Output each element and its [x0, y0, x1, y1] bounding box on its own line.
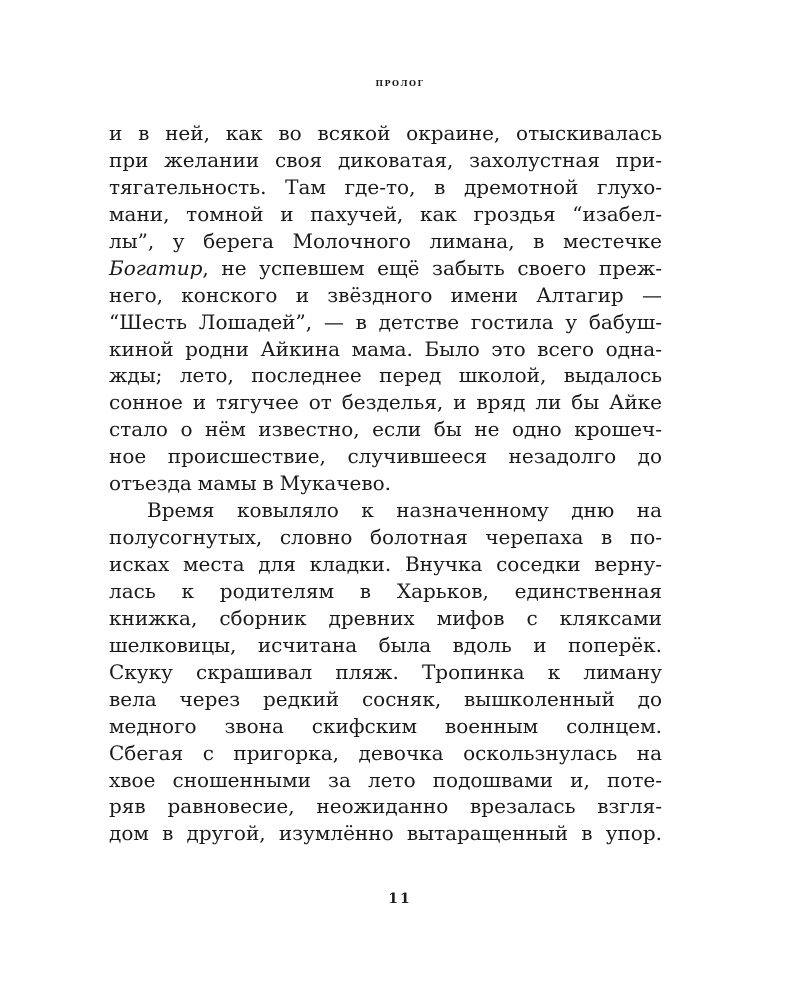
text-line: шелковицы, исчитана была вдоль и поперёк.: [109, 632, 662, 657]
text-line: стало о нём известно, если бы не одно крошеч-: [109, 417, 662, 442]
text-line: медного звона скифским военным солнцем.: [109, 713, 662, 738]
line-suffix: , не успевшем ещё забыть своего преж-: [202, 255, 662, 280]
text-line: дом в другой, изумлённо вытаращенный в упор.: [109, 821, 662, 846]
text-line: Скуку скрашивал пляж. Тропинка к лиману: [109, 659, 662, 684]
text-line: ное происшествие, случившееся незадолго до: [109, 444, 662, 469]
text-line: сонное и тягучее от безделья, и вряд ли бы Айке: [109, 390, 662, 415]
text-line: хвое сношенными за лето подошвами и, потe-: [109, 767, 662, 792]
text-line: жды; лето, последнее перед школой, выдалось: [109, 363, 662, 388]
text-line: исках места для кладки. Внучка соседки верну-: [109, 552, 662, 576]
text-line: отъезда мамы в Мукачево.: [109, 471, 391, 496]
text-line: тягательность. Там где-то, в дремотной глухо-: [109, 174, 662, 199]
text-line: вела через редкий сосняк, вышколенный до: [109, 686, 662, 711]
text-line: при желании своя диковатая, захолустная при-: [109, 147, 662, 172]
text-line: мани, томной и пахучей, как гроздья “изабел-: [109, 201, 662, 226]
text-line: [109, 255, 662, 282]
text-line: “Шесть Лошадей”, — в детстве гостила у бабуш-: [109, 309, 662, 334]
text-line: него, конского и звёздного имени Алтагир —: [109, 282, 662, 307]
body-text: [109, 120, 662, 847]
text-line: киной родни Айкина мама. Было это всего одна-: [109, 336, 662, 361]
italic-place-name: Богатир: [109, 255, 203, 280]
page-number: 11: [388, 891, 412, 907]
text-line: книжка, сборник древних мифов с кляксами: [109, 605, 662, 630]
text-line: и в ней, как во всякой окраине, отыскивалась: [109, 121, 662, 145]
text-line: полусогнутых, словно болотная черепаха в по-: [109, 525, 662, 550]
text-line: лась к родителям в Харьков, единственная: [109, 578, 662, 603]
text-line: Время ковыляло к назначенному дню на: [147, 498, 662, 523]
text-line: ряв равновесие, неожиданно врезалась взгля-: [109, 794, 662, 819]
text-line: Сбегая с пригорка, девочка оскользнулась на: [109, 740, 662, 765]
running-head: пролог: [375, 76, 425, 89]
text-line: лы”, у берега Молочного лимана, в местечке: [109, 228, 662, 253]
